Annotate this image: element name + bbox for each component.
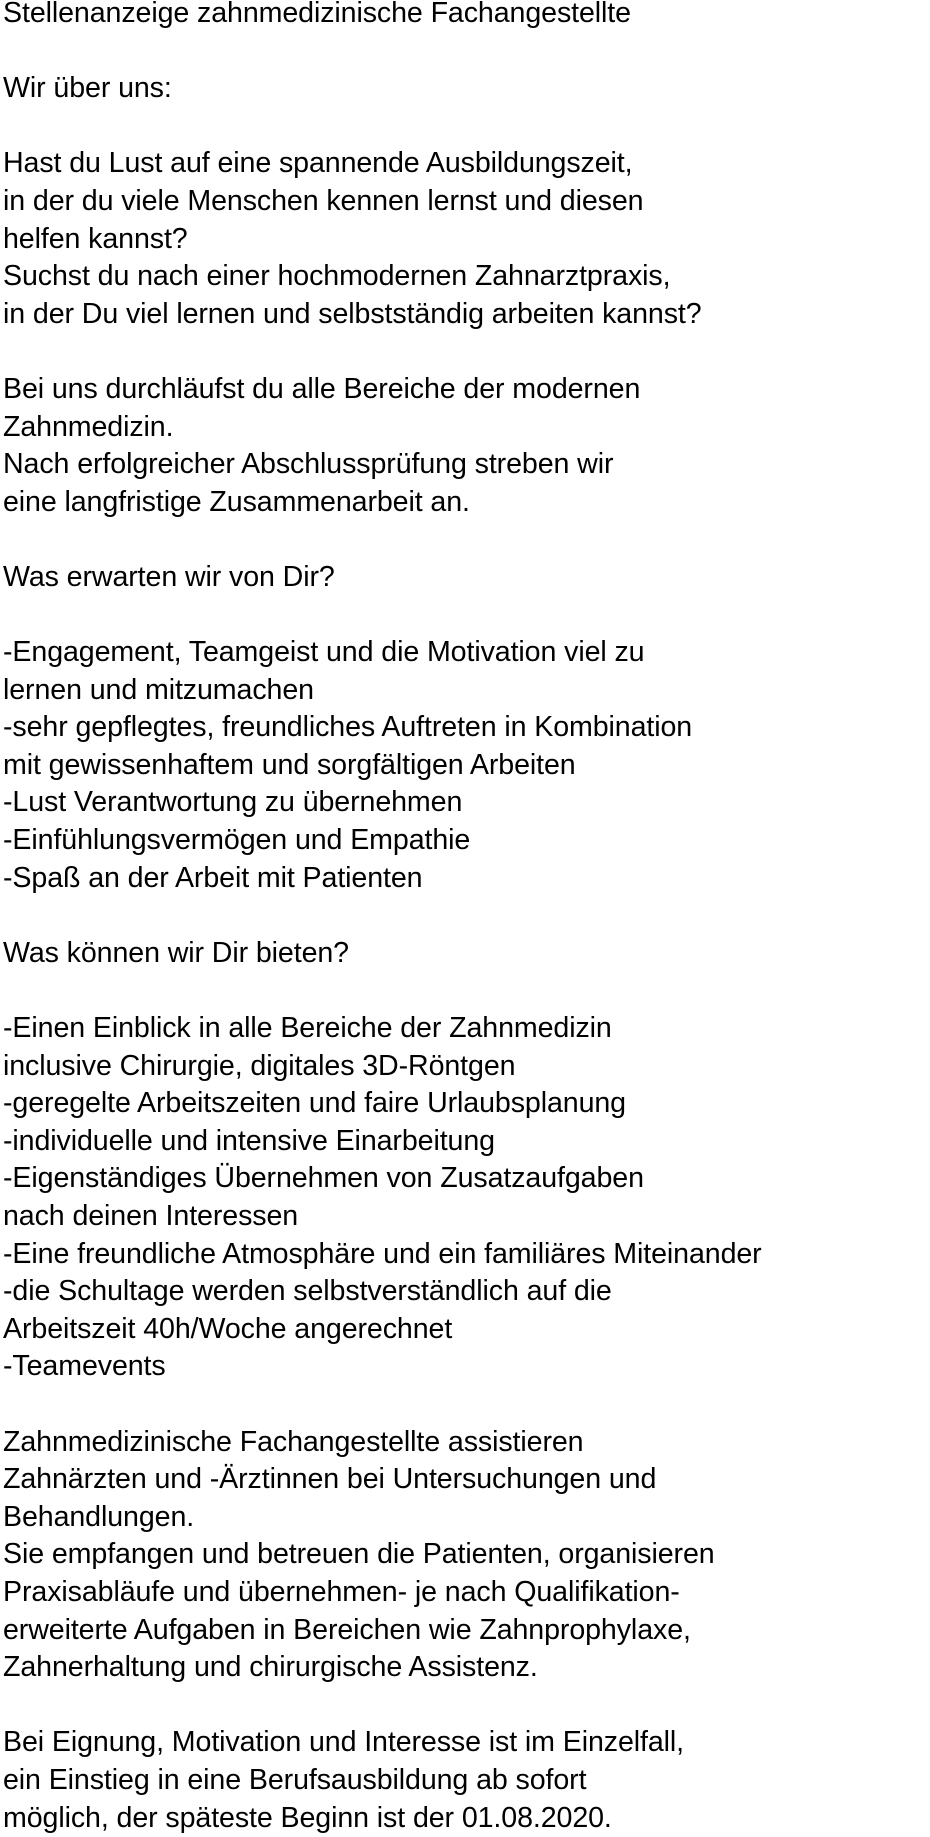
doc-line: Was erwarten wir von Dir? [3, 559, 923, 597]
doc-line: lernen und mitzumachen [3, 672, 923, 710]
doc-line [3, 1687, 923, 1725]
doc-line: Nach erfolgreicher Abschlussprüfung streben wir [3, 446, 923, 484]
doc-line: erweiterte Aufgaben in Bereichen wie Zahnprophylaxe, [3, 1612, 923, 1650]
doc-line: Zahnmedizin. [3, 409, 923, 447]
doc-line: Was können wir Dir bieten? [3, 935, 923, 973]
doc-line: ein Einstieg in eine Berufsausbildung ab sofort [3, 1762, 923, 1800]
doc-line [3, 521, 923, 559]
doc-line [3, 1386, 923, 1424]
doc-line: Wir über uns: [3, 70, 923, 108]
doc-line: in der Du viel lernen und selbstständig arbeiten kannst? [3, 296, 923, 334]
doc-line [3, 333, 923, 371]
doc-line: -Eine freundliche Atmosphäre und ein familiäres Miteinander [3, 1236, 923, 1274]
doc-line: Zahnerhaltung und chirurgische Assistenz. [3, 1649, 923, 1687]
doc-line: in der du viele Menschen kennen lernst und diesen [3, 183, 923, 221]
doc-line: Bei uns durchläufst du alle Bereiche der modernen [3, 371, 923, 409]
doc-line [3, 33, 923, 71]
doc-line [3, 972, 923, 1010]
doc-line: Zahnärzten und -Ärztinnen bei Untersuchungen und [3, 1461, 923, 1499]
doc-line: -Teamevents [3, 1348, 923, 1386]
doc-line: eine langfristige Zusammenarbeit an. [3, 484, 923, 522]
doc-line: Sie empfangen und betreuen die Patienten, organisieren [3, 1536, 923, 1574]
doc-line [3, 108, 923, 146]
doc-line: -Einfühlungsvermögen und Empathie [3, 822, 923, 860]
doc-line: Praxisabläufe und übernehmen- je nach Qualifikation- [3, 1574, 923, 1612]
doc-line: -Spaß an der Arbeit mit Patienten [3, 860, 923, 898]
doc-line: -die Schultage werden selbstverständlich auf die [3, 1273, 923, 1311]
doc-line: Zahnmedizinische Fachangestellte assistieren [3, 1424, 923, 1462]
doc-line: Behandlungen. [3, 1499, 923, 1537]
doc-line: inclusive Chirurgie, digitales 3D-Röntgen [3, 1048, 923, 1086]
doc-line: -Engagement, Teamgeist und die Motivation viel zu [3, 634, 923, 672]
doc-line: mit gewissenhaftem und sorgfältigen Arbeiten [3, 747, 923, 785]
doc-line: Arbeitszeit 40h/Woche angerechnet [3, 1311, 923, 1349]
doc-line: Suchst du nach einer hochmodernen Zahnarztpraxis, [3, 258, 923, 296]
doc-line: Stellenanzeige zahnmedizinische Fachangestellte [3, 0, 923, 33]
doc-line: -individuelle und intensive Einarbeitung [3, 1123, 923, 1161]
doc-line: -Eigenständiges Übernehmen von Zusatzaufgaben [3, 1160, 923, 1198]
doc-line: helfen kannst? [3, 221, 923, 259]
doc-line: möglich, der späteste Beginn ist der 01.08.2020. [3, 1800, 923, 1837]
doc-line: -Einen Einblick in alle Bereiche der Zahnmedizin [3, 1010, 923, 1048]
doc-line: -geregelte Arbeitszeiten und faire Urlaubsplanung [3, 1085, 923, 1123]
doc-line [3, 597, 923, 635]
job-ad-document [3, 0, 923, 1837]
doc-line: -sehr gepflegtes, freundliches Auftreten in Kombination [3, 709, 923, 747]
doc-line: nach deinen Interessen [3, 1198, 923, 1236]
doc-line: Bei Eignung, Motivation und Interesse ist im Einzelfall, [3, 1724, 923, 1762]
doc-line: -Lust Verantwortung zu übernehmen [3, 784, 923, 822]
doc-line: Hast du Lust auf eine spannende Ausbildungszeit, [3, 145, 923, 183]
doc-line [3, 897, 923, 935]
